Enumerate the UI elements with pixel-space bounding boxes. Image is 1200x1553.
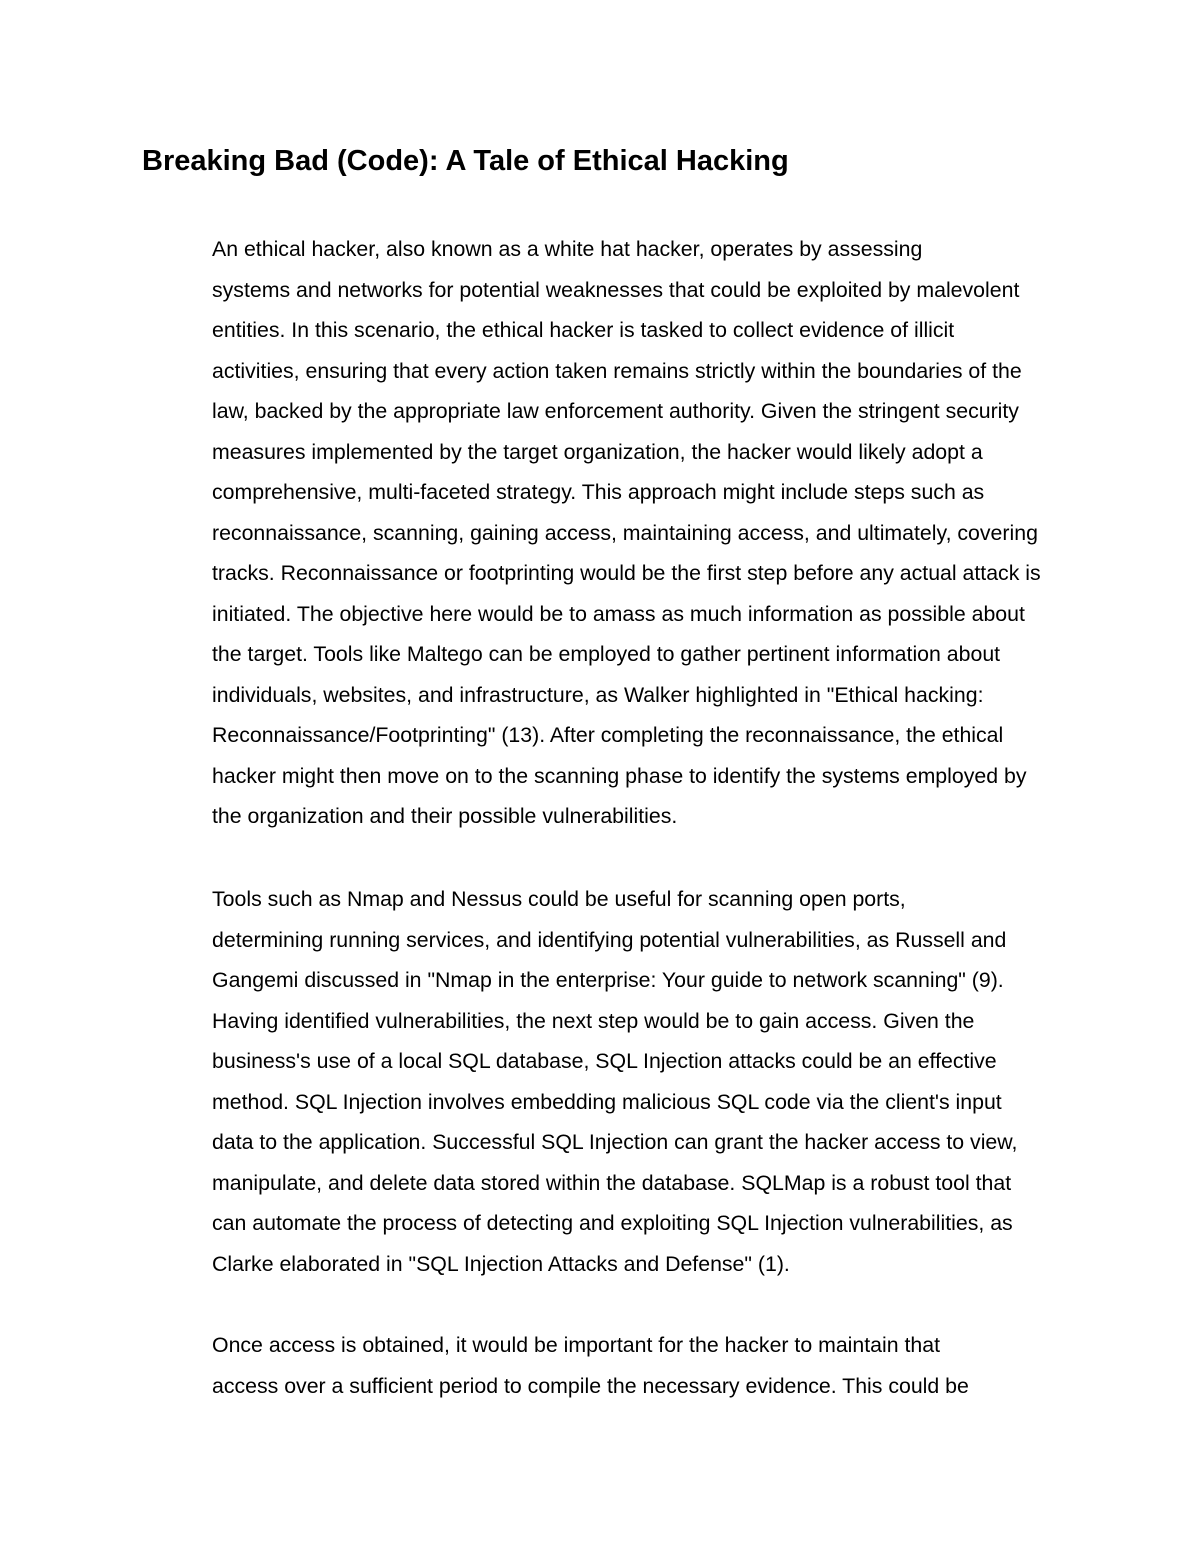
text-line: hacker might then move on to the scanning phase to identify the systems employed by: [212, 763, 1027, 788]
text-line: activities, ensuring that every action taken remains strictly within the boundaries of the: [212, 358, 1022, 383]
text-line: the organization and their possible vulnerabilities.: [212, 804, 678, 828]
text-line: can automate the process of detecting and exploiting SQL Injection vulnerabilities, as: [212, 1211, 1013, 1235]
text-line: business's use of a local SQL database, SQL Injection attacks could be an effective: [212, 1049, 997, 1073]
text-line: initiated. The objective here would be to amass as much information as possible about: [212, 601, 1025, 626]
text-line: systems and networks for potential weaknesses that could be exploited by malevolent: [212, 277, 1020, 302]
text-line: Clarke elaborated in "SQL Injection Attacks and Defense" (1).: [212, 1251, 790, 1276]
paragraph-2: [142, 879, 1067, 1284]
text-line: An ethical hacker, also known as a white hat hacker, operates by assessing: [212, 237, 923, 261]
text-line: law, backed by the appropriate law enforcement authority. Given the stringent security: [212, 399, 1019, 423]
text-line: reconnaissance, scanning, gaining access, maintaining access, and ultimately, covering: [212, 520, 1038, 545]
text-line: the target. Tools like Maltego can be employed to gather pertinent information about: [212, 642, 1001, 666]
paragraph-3: [142, 1325, 1067, 1406]
text-line: entities. In this scenario, the ethical hacker is tasked to collect evidence of illicit: [212, 318, 955, 342]
text-line: determining running services, and identifying potential vulnerabilities, as Russell and: [212, 927, 1007, 952]
paragraph-1: [142, 229, 1067, 837]
text-line: measures implemented by the target organization, the hacker would likely adopt a: [212, 439, 983, 464]
text-line: data to the application. Successful SQL Injection can grant the hacker access to view,: [212, 1130, 1018, 1154]
text-line: Reconnaissance/Footprinting" (13). After completing the reconnaissance, the ethical: [212, 723, 1004, 747]
text-line: tracks. Reconnaissance or footprinting would be the first step before any actual attack is: [212, 561, 1041, 585]
text-line: Once access is obtained, it would be important for the hacker to maintain that: [212, 1333, 941, 1357]
text-line: Tools such as Nmap and Nessus could be useful for scanning open ports,: [212, 887, 906, 911]
text-line: Gangemi discussed in "Nmap in the enterprise: Your guide to network scanning" (9).: [212, 968, 1004, 992]
text-line: access over a sufficient period to compile the necessary evidence. This could be: [212, 1373, 969, 1398]
document-title: Breaking Bad (Code): A Tale of Ethical Hacking: [142, 145, 789, 177]
text-line: individuals, websites, and infrastructure, as Walker highlighted in "Ethical hacking:: [212, 682, 984, 707]
text-line: comprehensive, multi-faceted strategy. This approach might include steps such as: [212, 480, 985, 504]
text-line: method. SQL Injection involves embedding malicious SQL code via the client's input: [212, 1089, 1002, 1114]
text-line: Having identified vulnerabilities, the next step would be to gain access. Given the: [212, 1008, 975, 1033]
text-line: manipulate, and delete data stored within the database. SQLMap is a robust tool that: [212, 1170, 1012, 1195]
